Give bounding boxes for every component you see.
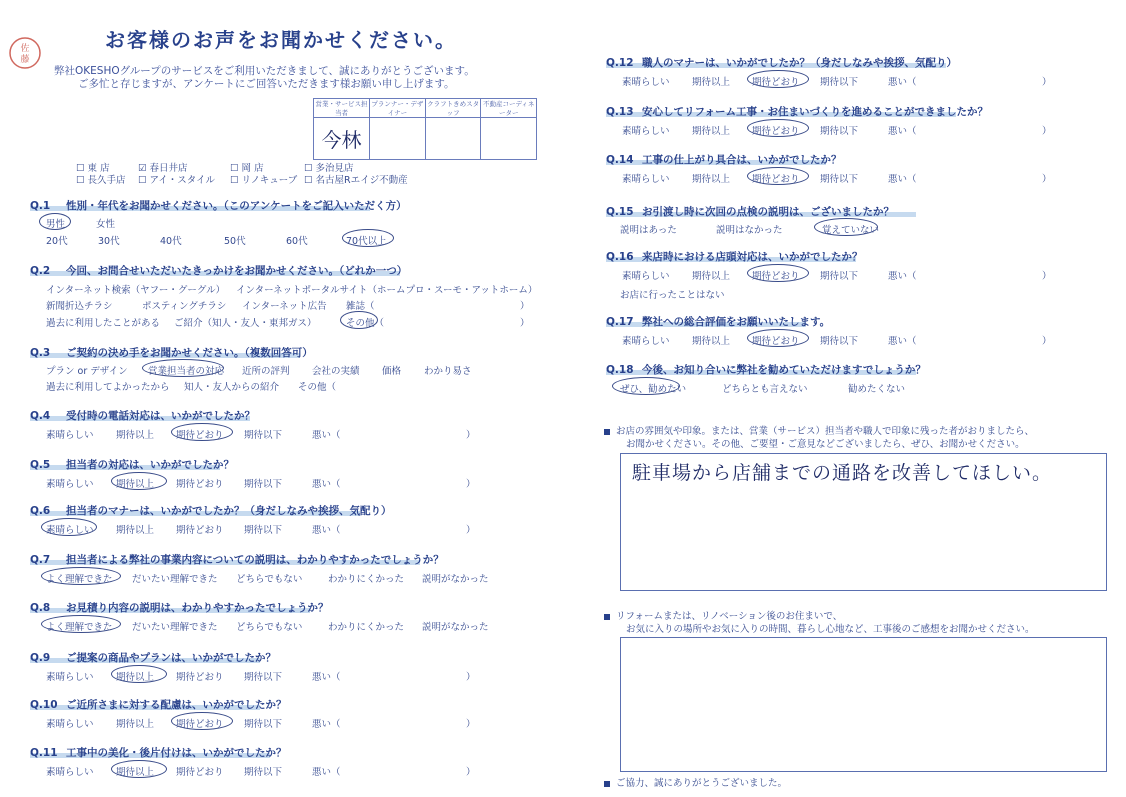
staff-name-cell: [314, 118, 370, 160]
option[interactable]: 素晴らしい: [46, 479, 94, 490]
option[interactable]: その他（: [346, 318, 385, 329]
intro-line-2: ご多忙と存じますが、アンケートにご回答いただきます様お願い申し上げます。: [78, 78, 455, 90]
option[interactable]: 勧めたくない: [848, 384, 906, 395]
branch-checkbox[interactable]: ☐ アイ・スタイル: [138, 175, 216, 186]
option[interactable]: 価格: [382, 366, 402, 377]
option[interactable]: 覚えていない: [822, 225, 880, 236]
option[interactable]: 悪い（: [888, 271, 917, 282]
option[interactable]: 期待どおり: [752, 271, 800, 282]
option[interactable]: 期待どおり: [752, 174, 800, 185]
option[interactable]: 期待以上: [692, 336, 731, 347]
option[interactable]: わかりにくかった: [328, 574, 405, 585]
option[interactable]: 新聞折込チラシ: [46, 301, 113, 312]
branch-checkbox[interactable]: ☑ 春日井店: [138, 163, 188, 174]
option[interactable]: どちらでもない: [236, 574, 303, 585]
branch-label: 名古屋Rエイジ不動産: [315, 175, 408, 186]
option[interactable]: 素晴らしい: [46, 767, 94, 778]
staff-header: 不動産コーディネーター: [481, 99, 537, 118]
question-q14: Q.14 工事の仕上がり具合は、いかがでしたか？: [606, 154, 842, 166]
question-q6: Q.6 担当者のマナーは、いかがでしたか？（身だしなみや挨拶、気配り）: [30, 505, 392, 517]
question-q17: Q.17 弊社への総合評価をお願いいたします。: [606, 316, 831, 328]
question-q2: Q.2 今回、お問合せいただいたきっかけをお聞かせください。（どれか一つ）: [30, 265, 408, 277]
option[interactable]: わかりにくかった: [328, 622, 405, 633]
option[interactable]: 期待以下: [820, 336, 859, 347]
question-q7: Q.7 担当者による弊社の事業内容についての説明は、わかりやすかったでしょうか？: [30, 554, 444, 566]
answer-circle: [747, 264, 809, 282]
answer-circle: [747, 70, 809, 88]
option[interactable]: 素晴らしい: [46, 672, 94, 683]
option[interactable]: 素晴らしい: [622, 336, 670, 347]
branch-label: 東 店: [87, 163, 110, 174]
option[interactable]: 期待どおり: [752, 336, 800, 347]
option[interactable]: 悪い（: [312, 430, 341, 441]
option: ）: [1042, 336, 1052, 347]
comment1-prompt: お店の雰囲気や印象。または、営業（サービス）担当者や職人で印象に残った者がおりましたら、 お聞かせください。その他、ご要望・ご意見などございましたら、ぜひ、お聞かせください。: [604, 425, 1034, 451]
option-age[interactable]: 30代: [98, 236, 120, 247]
option[interactable]: 素晴らしい: [622, 77, 670, 88]
option[interactable]: 素晴らしい: [46, 719, 94, 730]
answer-circle: [41, 615, 121, 633]
comment2-prompt: リフォームまたは、リノベーション後のお住まいで、 お気に入りの場所やお気に入りの時間、暮らし心地など、工事後のご感想をお聞かせください。: [604, 610, 1035, 636]
option[interactable]: よく理解できた: [46, 574, 113, 585]
option[interactable]: インターネット広告: [242, 301, 327, 312]
option[interactable]: 素晴らしい: [46, 430, 94, 441]
option[interactable]: その他（: [298, 382, 337, 393]
option[interactable]: 期待どおり: [176, 719, 224, 730]
option[interactable]: 期待以上: [116, 767, 155, 778]
option[interactable]: 期待どおり: [752, 126, 800, 137]
option: ）: [520, 301, 530, 312]
intro-line-1: 弊社OKESHOグループのサービスをご利用いただきまして、誠にありがとうございます。: [54, 65, 475, 77]
option[interactable]: 期待以下: [244, 430, 283, 441]
answer-circle: [747, 119, 809, 137]
option-male[interactable]: 男性: [46, 219, 66, 230]
option[interactable]: 近所の評判: [242, 366, 290, 377]
svg-text:佐: 佐: [20, 44, 30, 54]
option[interactable]: だいたい理解できた: [132, 574, 218, 585]
option-female[interactable]: 女性: [96, 219, 116, 230]
option: ）: [466, 672, 476, 683]
option[interactable]: 悪い（: [312, 525, 341, 536]
branch-checkbox[interactable]: ☐ 名古屋Rエイジ不動産: [304, 175, 408, 186]
option[interactable]: どちらとも言えない: [722, 384, 808, 395]
option[interactable]: 説明がなかった: [422, 622, 489, 633]
branch-label: 長久手店: [87, 175, 126, 186]
option[interactable]: 会社の実績: [312, 366, 360, 377]
option[interactable]: ポスティングチラシ: [142, 301, 227, 312]
option[interactable]: 期待以下: [244, 767, 283, 778]
option[interactable]: 期待以下: [244, 719, 283, 730]
question-q8: Q.8 お見積り内容の説明は、わかりやすかったでしょうか？: [30, 602, 329, 614]
option[interactable]: 期待以下: [820, 126, 859, 137]
option[interactable]: 雑誌（: [346, 301, 375, 312]
option[interactable]: 素晴らしい: [622, 174, 670, 185]
option[interactable]: 知人・友人からの紹介: [184, 382, 280, 393]
option[interactable]: 素晴らしい: [622, 271, 670, 282]
option[interactable]: インターネット検索（ヤフー・グーグル）: [46, 285, 226, 296]
question-q13: Q.13 安心してリフォーム工事・お住まいづくりを進めることができましたか？: [606, 106, 988, 118]
option[interactable]: プラン or デザイン: [46, 366, 128, 377]
option[interactable]: 期待以上: [116, 525, 155, 536]
option[interactable]: 説明はあった: [620, 225, 677, 236]
branch-checkbox[interactable]: ☐ 東 店: [76, 163, 110, 174]
option[interactable]: 期待どおり: [176, 672, 224, 683]
seal-stamp: [8, 36, 42, 70]
option[interactable]: 期待以下: [820, 271, 859, 282]
option[interactable]: お店に行ったことはない: [620, 290, 725, 301]
option[interactable]: 説明はなかった: [716, 225, 783, 236]
option[interactable]: 期待どおり: [176, 479, 224, 490]
option: ）: [466, 767, 476, 778]
option: ）: [1042, 77, 1052, 88]
option[interactable]: ご紹介（知人・友人・東邦ガス）: [174, 318, 317, 329]
answer-circle: [41, 567, 121, 585]
option[interactable]: 悪い（: [312, 767, 341, 778]
option[interactable]: 期待以下: [244, 672, 283, 683]
option[interactable]: 悪い（: [312, 719, 341, 730]
branch-label: アイ・スタイル: [149, 175, 216, 186]
question-q12: Q.12 職人のマナーは、いかがでしたか？（身だしなみや挨拶、気配り）: [606, 57, 957, 69]
svg-text:藤: 藤: [20, 55, 30, 65]
footer-thanks: ご協力、誠にありがとうございました。: [604, 777, 787, 790]
option[interactable]: 期待以下: [820, 174, 859, 185]
option[interactable]: インターネットポータルサイト（ホームプロ・スーモ・アットホーム）: [236, 285, 538, 296]
answer-circle: [171, 712, 233, 730]
option[interactable]: 期待どおり: [176, 430, 224, 441]
option: ）: [520, 318, 530, 329]
answer-circle: [111, 665, 167, 683]
option[interactable]: 期待以上: [116, 430, 155, 441]
option: ）: [466, 479, 476, 490]
option[interactable]: 説明がなかった: [422, 574, 489, 585]
answer-circle: [612, 377, 680, 395]
option[interactable]: 期待以上: [116, 719, 155, 730]
option[interactable]: 過去に利用したことがある: [46, 318, 161, 329]
option[interactable]: 過去に利用してよかったから: [46, 382, 170, 393]
option[interactable]: だいたい理解できた: [132, 622, 218, 633]
option[interactable]: 期待以下: [244, 479, 283, 490]
staff-table: [313, 98, 537, 160]
answer-circle: [814, 218, 878, 236]
option[interactable]: 期待どおり: [752, 77, 800, 88]
option[interactable]: 素晴らしい: [46, 525, 94, 536]
option[interactable]: 悪い（: [888, 77, 917, 88]
answer-circle: [142, 359, 224, 377]
option-age[interactable]: 20代: [46, 236, 68, 247]
option[interactable]: 悪い（: [312, 672, 341, 683]
option[interactable]: わかり易さ: [424, 366, 472, 377]
option-age[interactable]: 50代: [224, 236, 246, 247]
option[interactable]: 期待以上: [116, 479, 155, 490]
answer-circle: [342, 229, 394, 247]
staff-name: 今林: [321, 128, 362, 152]
question-q18: Q.18 今後、お知り合いに弊社を勧めていただけますでしょうか？: [606, 364, 926, 376]
option[interactable]: 営業担当者の対応: [148, 366, 225, 377]
branch-label: 春日井店: [149, 163, 188, 174]
staff-cell: [425, 118, 481, 160]
option[interactable]: どちらでもない: [236, 622, 303, 633]
option-age[interactable]: 60代: [286, 236, 308, 247]
question-q4: Q.4 受付時の電話対応は、いかがでしたか？: [30, 410, 255, 422]
branch-label: 多治見店: [315, 163, 354, 174]
answer-circle: [111, 760, 167, 778]
question-q5: Q.5 担当者の対応は、いかがでしたか？: [30, 459, 234, 471]
option: ）: [1042, 126, 1052, 137]
option: ）: [1042, 271, 1052, 282]
answer-circle: [39, 213, 71, 230]
option: ）: [466, 719, 476, 730]
question-q15: Q.15 お引渡し時に次回の点検の説明は、ございましたか？: [606, 206, 894, 218]
staff-cell: [481, 118, 537, 160]
branch-checkbox[interactable]: ☐ リノキューブ: [230, 175, 298, 186]
option[interactable]: ぜひ、勧めたい: [620, 384, 687, 395]
answer-circle: [171, 423, 233, 441]
answer-circle: [747, 167, 809, 185]
comment1-answer: 駐車場から店舗までの通路を改善してほしい。: [632, 462, 1053, 484]
option: ）: [1042, 174, 1052, 185]
option[interactable]: 悪い（: [888, 174, 917, 185]
answer-circle: [340, 311, 378, 329]
answer-circle: [747, 329, 809, 347]
option[interactable]: 期待どおり: [176, 767, 224, 778]
page-title: お客様のお声をお聞かせください。: [105, 28, 457, 52]
staff-header: プランナー・デザイナー: [371, 100, 424, 117]
branch-label: リノキューブ: [241, 175, 298, 186]
branch-checkbox[interactable]: ☐ 長久手店: [76, 175, 126, 186]
option[interactable]: 期待以上: [692, 271, 731, 282]
question-q10: Q.10 ご近所さまに対する配慮は、いかがでしたか？: [30, 699, 287, 711]
branch-checkbox[interactable]: ☐ 多治見店: [304, 163, 354, 174]
staff-header: 営業・サービス担当者: [315, 100, 368, 117]
question-q1: Q.1 性別・年代をお聞かせください。（このアンケートをご記入いただく方）: [30, 200, 407, 212]
option: ）: [466, 525, 476, 536]
option-age[interactable]: 40代: [160, 236, 182, 247]
question-q9: Q.9 ご提案の商品やプランは、いかがでしたか？: [30, 652, 276, 664]
option[interactable]: 期待以上: [116, 672, 155, 683]
comment2-box[interactable]: [620, 637, 1107, 772]
branch-label: 岡 店: [241, 163, 264, 174]
staff-cell: [369, 118, 425, 160]
option[interactable]: 期待以上: [692, 126, 731, 137]
staff-header: クラフトきめスタッフ: [427, 100, 480, 117]
option[interactable]: 期待以上: [692, 77, 731, 88]
option[interactable]: 期待以下: [820, 77, 859, 88]
option[interactable]: 期待どおり: [176, 525, 224, 536]
option[interactable]: 悪い（: [312, 479, 341, 490]
option[interactable]: 素晴らしい: [622, 126, 670, 137]
answer-circle: [111, 472, 167, 490]
option[interactable]: 悪い（: [888, 126, 917, 137]
option[interactable]: 期待以下: [244, 525, 283, 536]
option-age[interactable]: 70代以上: [346, 236, 387, 247]
question-q11: Q.11 工事中の美化・後片付けは、いかがでしたか？: [30, 747, 287, 759]
option[interactable]: 悪い（: [888, 336, 917, 347]
question-q3: Q.3 ご契約の決め手をお聞かせください。（複数回答可）: [30, 347, 313, 359]
question-q16: Q.16 来店時における店頭対応は、いかがでしたか？: [606, 251, 863, 263]
option[interactable]: よく理解できた: [46, 622, 113, 633]
option: ）: [466, 430, 476, 441]
option[interactable]: 期待以上: [692, 174, 731, 185]
branch-checkbox[interactable]: ☐ 岡 店: [230, 163, 264, 174]
answer-circle: [41, 518, 97, 536]
